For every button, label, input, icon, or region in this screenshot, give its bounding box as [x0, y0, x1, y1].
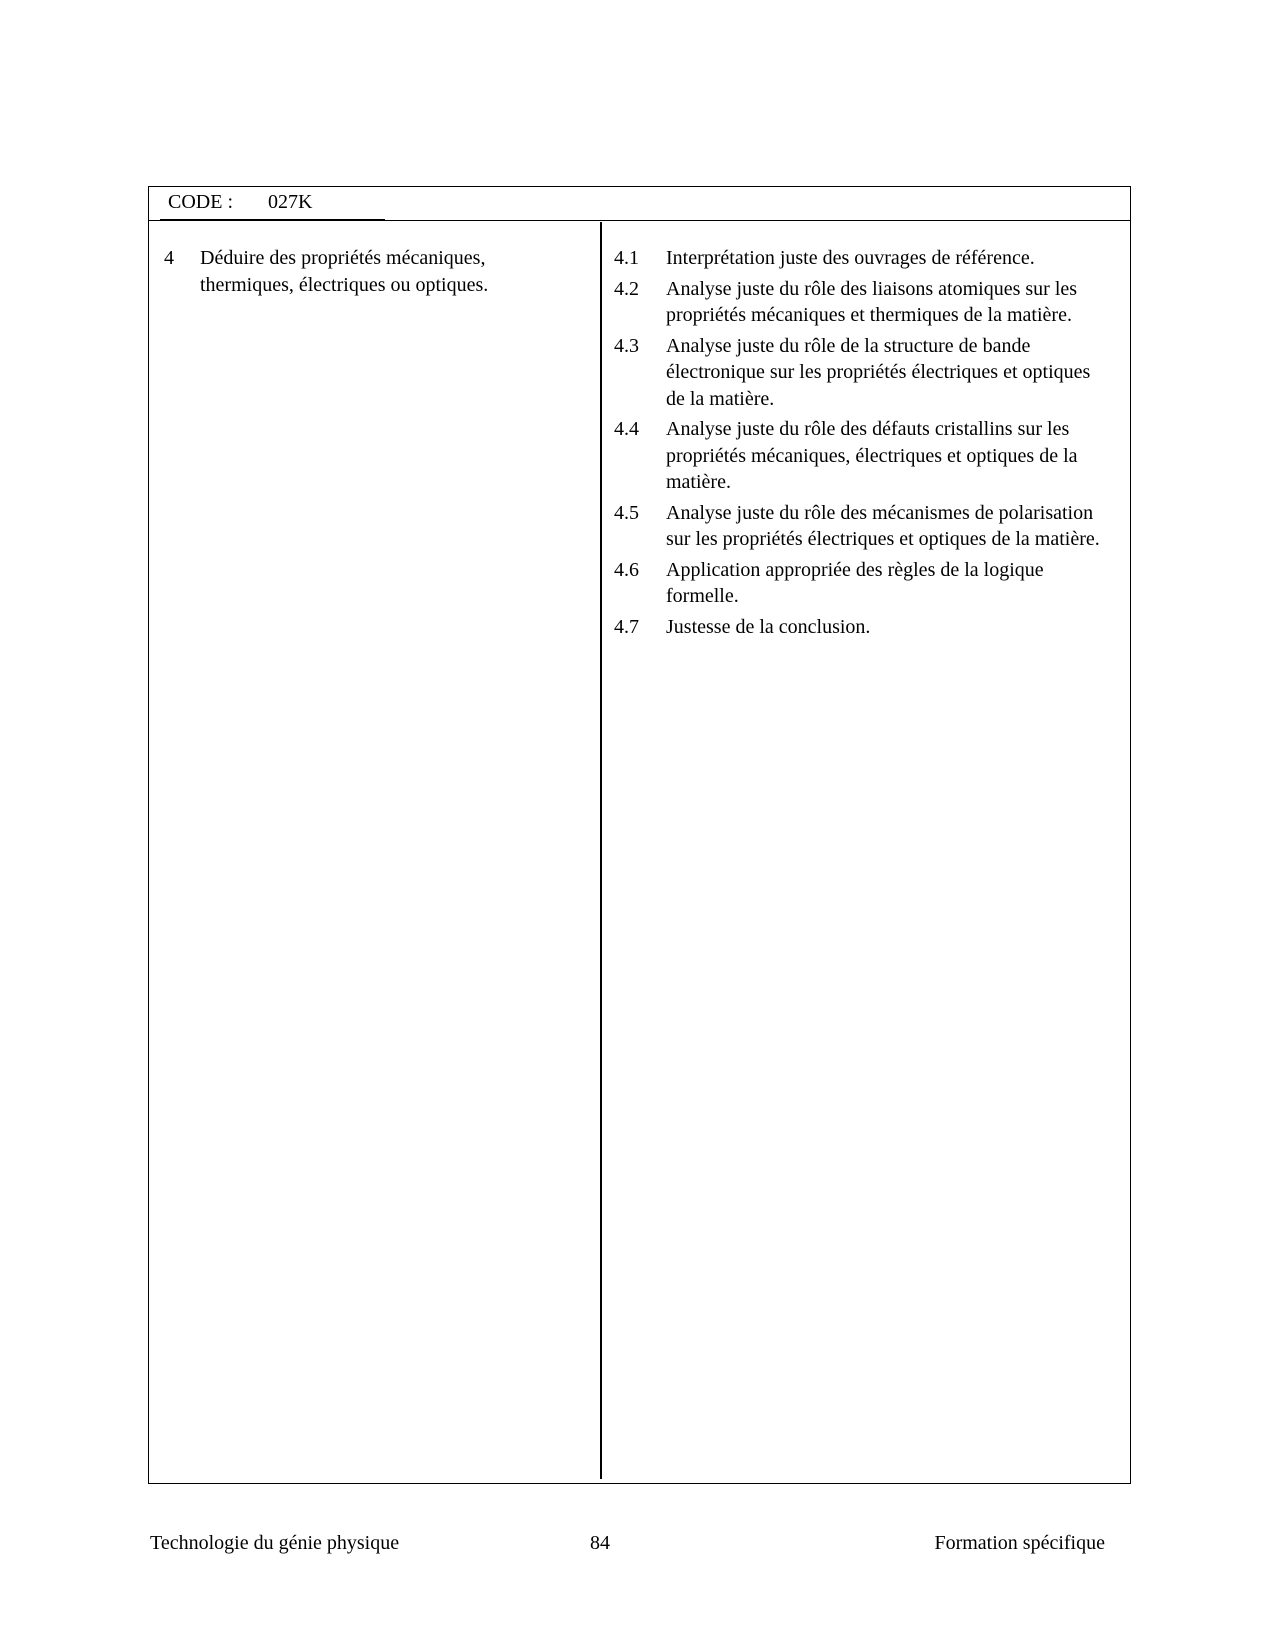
criterion-item [614, 500, 1114, 553]
criterion-text: Analyse juste du rôle de la structure de bande électronique sur les propriétés électriques et optiques de la matière. [666, 334, 1091, 410]
column-divider [600, 222, 602, 1479]
criterion-item [614, 614, 1114, 641]
criterion-text: Application appropriée des règles de la logique formelle. [666, 558, 1044, 607]
criterion-number: 4.7 [614, 615, 639, 638]
criterion-number: 4.3 [614, 334, 639, 357]
code-header [168, 190, 312, 214]
header-divider [148, 220, 1131, 221]
criterion-number: 4.2 [614, 277, 639, 300]
footer-section: Formation spécifique [934, 1532, 1105, 1554]
criterion-text: Analyse juste du rôle des liaisons atomiques sur les propriétés mécaniques et thermiques de la matière. [666, 277, 1078, 326]
criterion-text: Justesse de la conclusion. [666, 615, 871, 638]
criterion-text: Analyse juste du rôle des mécanismes de polarisation sur les propriétés électriques et optiques de la matière. [666, 501, 1100, 550]
criterion-item [614, 276, 1114, 329]
footer-program: Technologie du génie physique [150, 1532, 400, 1554]
code-underline [160, 219, 385, 220]
criterion-item [614, 557, 1114, 610]
competency-element [164, 245, 584, 299]
criterion-item [614, 416, 1114, 496]
criterion-text: Interprétation juste des ouvrages de référence. [666, 247, 1035, 269]
criterion-text: Analyse juste du rôle des défauts cristallins sur les propriétés mécaniques, électriques et optiques de la matière. [666, 418, 1078, 493]
criterion-item [614, 245, 1114, 272]
page-footer [150, 1530, 1105, 1556]
competency-text: Déduire des propriétés mécaniques, thermiques, électriques ou optiques. [200, 247, 489, 296]
criterion-item [614, 333, 1114, 413]
code-value: 027K [268, 191, 313, 213]
criterion-number: 4.6 [614, 558, 639, 581]
competency-number: 4 [164, 247, 174, 269]
code-label: CODE : [168, 191, 233, 213]
criterion-number: 4.1 [614, 247, 639, 269]
criterion-number: 4.5 [614, 501, 639, 524]
criterion-number: 4.4 [614, 418, 639, 440]
page-number: 84 [590, 1532, 610, 1554]
performance-criteria-list [614, 245, 1114, 644]
